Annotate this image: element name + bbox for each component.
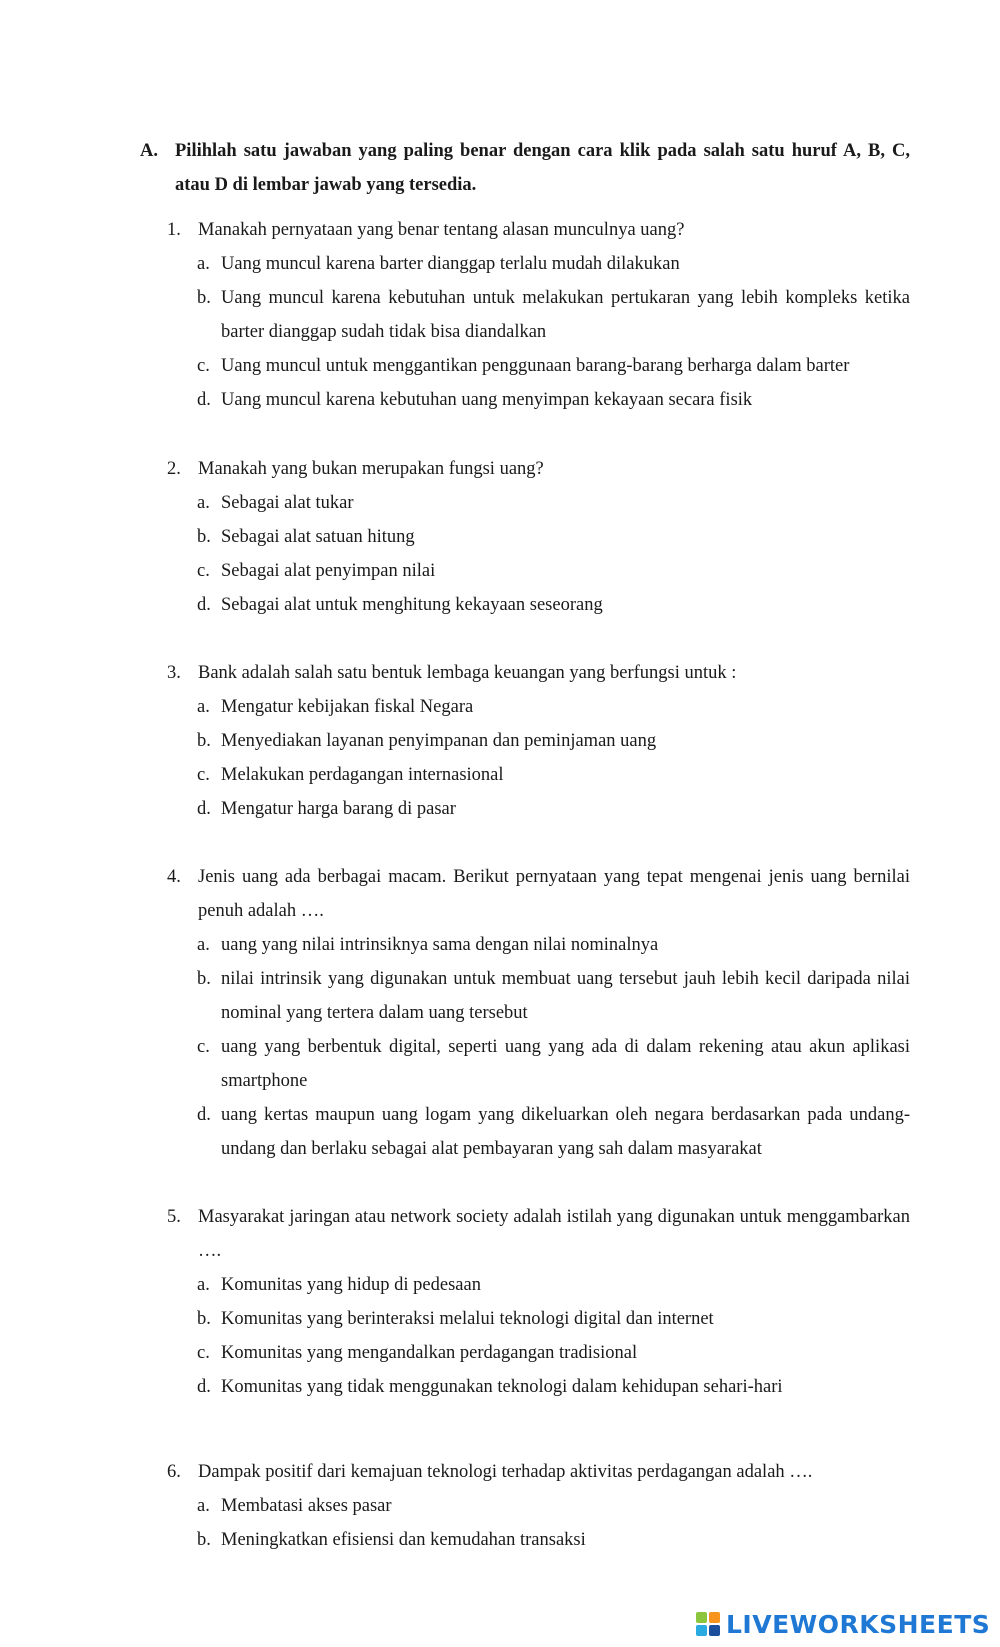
option-letter: c. (197, 765, 210, 785)
option-text: Komunitas yang tidak menggunakan teknologi dalam kehidupan sehari-hari (221, 1377, 783, 1397)
question-1 (167, 213, 910, 417)
question-number: 3. (167, 663, 181, 683)
option-letter: a. (197, 1275, 210, 1295)
logo-text: LIVEWORKSHEETS (726, 1609, 991, 1639)
option-letter: a. (197, 935, 210, 955)
instruction (140, 134, 910, 202)
option-c[interactable] (167, 554, 910, 588)
option-letter: c. (197, 356, 210, 376)
option-letter: d. (197, 595, 211, 615)
option-text: nilai intrinsik yang digunakan untuk membuat uang tersebut jauh lebih kecil daripada nilai nominal yang tertera dalam uang tersebut (221, 969, 910, 1023)
question-number: 6. (167, 1462, 181, 1482)
option-text: Uang muncul untuk menggantikan penggunaan barang-barang berharga dalam barter (221, 356, 850, 376)
option-b[interactable] (167, 1523, 910, 1557)
option-b[interactable] (167, 962, 910, 1030)
liveworksheets-logo[interactable] (696, 1609, 990, 1639)
question-6 (167, 1455, 910, 1557)
option-letter: a. (197, 254, 210, 274)
option-letter: a. (197, 1496, 210, 1516)
option-d[interactable] (167, 1098, 910, 1166)
option-a[interactable] (167, 1489, 910, 1523)
question-number: 4. (167, 867, 181, 887)
option-text: Mengatur kebijakan fiskal Negara (221, 697, 474, 717)
option-text: Komunitas yang hidup di pedesaan (221, 1275, 481, 1295)
option-letter: b. (197, 731, 211, 751)
option-letter: d. (197, 390, 211, 410)
option-d[interactable] (167, 792, 910, 826)
option-text: Mengatur harga barang di pasar (221, 799, 456, 819)
option-d[interactable] (167, 1370, 910, 1404)
option-letter: c. (197, 1037, 210, 1057)
option-d[interactable] (167, 383, 910, 417)
option-letter: d. (197, 1377, 211, 1397)
option-text: Komunitas yang mengandalkan perdagangan tradisional (221, 1343, 638, 1363)
question-2 (167, 452, 910, 622)
option-d[interactable] (167, 588, 910, 622)
option-text: Uang muncul karena barter dianggap terlalu mudah dilakukan (221, 254, 680, 274)
option-a[interactable] (167, 928, 910, 962)
option-c[interactable] (167, 1030, 910, 1098)
option-c[interactable] (167, 758, 910, 792)
option-letter: c. (197, 561, 210, 581)
option-text: Sebagai alat penyimpan nilai (221, 561, 436, 581)
option-text: Membatasi akses pasar (221, 1496, 392, 1516)
option-text: Menyediakan layanan penyimpanan dan peminjaman uang (221, 731, 657, 751)
option-c[interactable] (167, 1336, 910, 1370)
option-letter: a. (197, 697, 210, 717)
option-letter: a. (197, 493, 210, 513)
option-letter: c. (197, 1343, 210, 1363)
section-marker: A. (140, 141, 158, 161)
question-4 (167, 860, 910, 1166)
question-text: Manakah pernyataan yang benar tentang alasan munculnya uang? (198, 220, 685, 240)
question-text: Bank adalah salah satu bentuk lembaga keuangan yang berfungsi untuk : (198, 663, 737, 683)
option-a[interactable] (167, 1268, 910, 1302)
option-a[interactable] (167, 247, 910, 281)
option-text: Sebagai alat untuk menghitung kekayaan seseorang (221, 595, 603, 615)
question-5 (167, 1200, 910, 1404)
option-text: Meningkatkan efisiensi dan kemudahan transaksi (221, 1530, 586, 1550)
option-b[interactable] (167, 520, 910, 554)
option-text: Melakukan perdagangan internasional (221, 765, 504, 785)
option-text: uang yang berbentuk digital, seperti uang yang ada di dalam rekening atau akun aplikasi smartphone (221, 1037, 910, 1091)
option-b[interactable] (167, 281, 910, 349)
question-number: 2. (167, 459, 181, 479)
option-text: Uang muncul karena kebutuhan uang menyimpan kekayaan secara fisik (221, 390, 753, 410)
question-text: Manakah yang bukan merupakan fungsi uang? (198, 459, 544, 479)
option-letter: b. (197, 1309, 211, 1329)
liveworksheets-logo-icon (696, 1612, 720, 1636)
option-letter: d. (197, 1105, 211, 1125)
option-b[interactable] (167, 724, 910, 758)
option-text: Uang muncul karena kebutuhan untuk melakukan pertukaran yang lebih kompleks ketika barter dianggap sudah tidak bisa diandalkan (221, 288, 910, 342)
option-text: Sebagai alat tukar (221, 493, 354, 513)
option-text: Komunitas yang berinteraksi melalui teknologi digital dan internet (221, 1309, 714, 1329)
option-text: Sebagai alat satuan hitung (221, 527, 415, 547)
question-3 (167, 656, 910, 826)
question-text: Dampak positif dari kemajuan teknologi terhadap aktivitas perdagangan adalah …. (198, 1462, 813, 1482)
option-letter: d. (197, 799, 211, 819)
question-text: Jenis uang ada berbagai macam. Berikut pernyataan yang tepat mengenai jenis uang bernilai penuh adalah …. (198, 867, 910, 921)
instruction-text: Pilihlah satu jawaban yang paling benar dengan cara klik pada salah satu huruf A, B, C, atau D di lembar jawab yang tersedia. (175, 141, 910, 195)
option-a[interactable] (167, 690, 910, 724)
option-letter: b. (197, 969, 211, 989)
question-text: Masyarakat jaringan atau network society adalah istilah yang digunakan untuk menggambarkan …. (198, 1207, 910, 1261)
option-a[interactable] (167, 486, 910, 520)
option-b[interactable] (167, 1302, 910, 1336)
option-c[interactable] (167, 349, 910, 383)
question-number: 1. (167, 220, 181, 240)
option-letter: b. (197, 527, 211, 547)
option-text: uang kertas maupun uang logam yang dikeluarkan oleh negara berdasarkan pada undang-undang dan berlaku sebagai alat pembayaran yang sah dalam masyarakat (221, 1105, 910, 1159)
option-letter: b. (197, 288, 211, 308)
question-number: 5. (167, 1207, 181, 1227)
option-text: uang yang nilai intrinsiknya sama dengan nilai nominalnya (221, 935, 659, 955)
option-letter: b. (197, 1530, 211, 1550)
